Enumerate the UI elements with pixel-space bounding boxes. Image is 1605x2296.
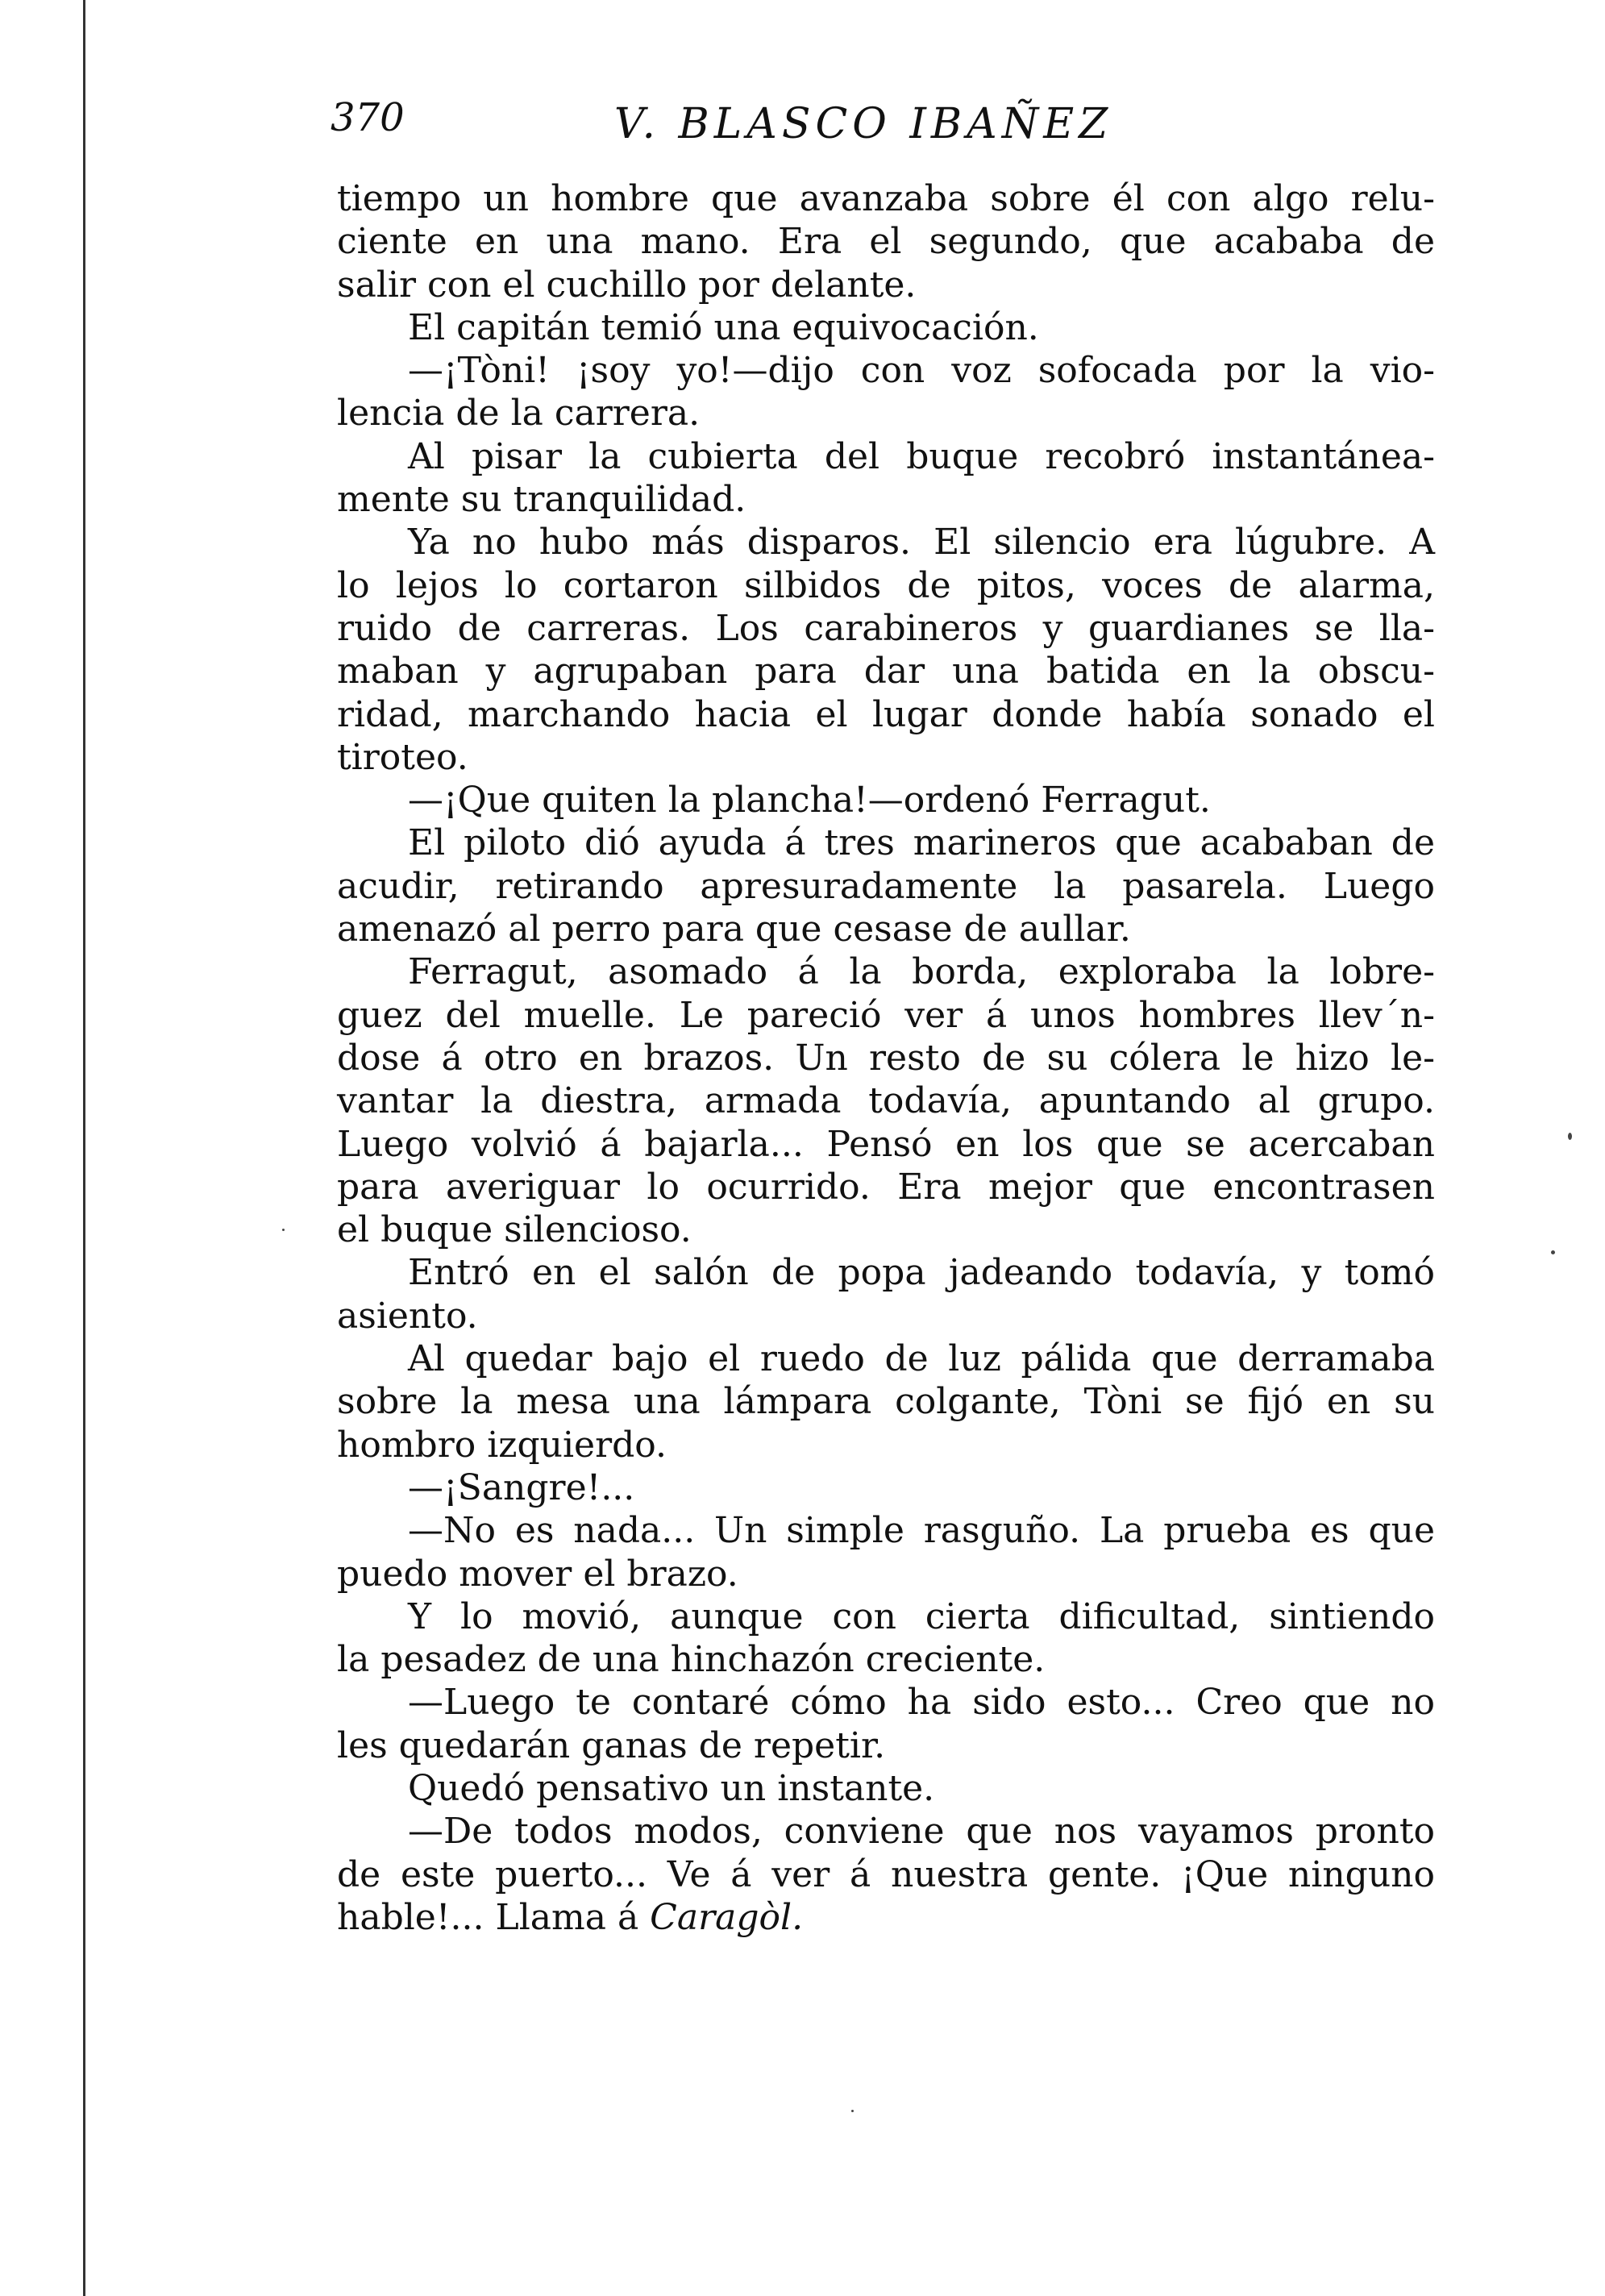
- text-line: —De todos modos, conviene que nos vayamos pronto: [408, 1811, 1435, 1853]
- text-line: el buque silencioso.: [337, 1209, 692, 1251]
- text-line: vantar la diestra, armada todavía, apuntando al grupo.: [337, 1080, 1435, 1122]
- text-line: —Luego te contaré cómo ha sido esto... Creo que no: [408, 1682, 1435, 1724]
- text-line: la pesadez de una hinchazón creciente.: [337, 1639, 1046, 1681]
- text-line: hombro izquierdo.: [337, 1424, 667, 1466]
- text-line: mente su tranquilidad.: [337, 479, 746, 521]
- text-line: lo lejos lo cortaron silbidos de pitos, voces de alarma,: [337, 564, 1435, 606]
- text-line: Al pisar la cubierta del buque recobró instantánea-: [408, 435, 1435, 477]
- running-head: V. BLASCO IBAÑEZ: [614, 100, 1113, 148]
- text-line: ruido de carreras. Los carabineros y guardianes se lla-: [337, 607, 1435, 649]
- text-line: amenazó al perro para que cesase de aullar.: [337, 909, 1131, 950]
- scan-speck: [1568, 1133, 1572, 1140]
- text-line: les quedarán ganas de repetir.: [337, 1724, 886, 1766]
- text-line: ridad, marchando hacia el lugar donde había sonado el: [337, 693, 1435, 735]
- text-line: El piloto dió ayuda á tres marineros que acababan de: [408, 822, 1435, 864]
- text-line: Ya no hubo más disparos. El silencio era lúgubre. A: [408, 522, 1435, 564]
- text-line: maban y agrupaban para dar una batida en la obscu-: [337, 651, 1435, 693]
- scan-speck: [1551, 1250, 1555, 1254]
- text-line: —¡Sangre!...: [408, 1466, 635, 1508]
- text-line: salir con el cuchillo por delante.: [337, 264, 917, 306]
- page-edge-rule: [83, 0, 85, 2296]
- text-line: tiroteo.: [337, 736, 468, 778]
- text-line: lencia de la carrera.: [337, 393, 701, 435]
- text-line: dose á otro en brazos. Un resto de su cólera le hizo le-: [337, 1037, 1435, 1079]
- body-text: [337, 177, 1435, 1939]
- text-line: El capitán temió una equivocación.: [408, 306, 1039, 348]
- text-segment: hable!... Llama á: [337, 1896, 651, 1938]
- text-line: —¡Tòni! ¡soy yo!—dijo con voz sofocada por la vio-: [408, 350, 1435, 392]
- text-line: —No es nada... Un simple rasguño. La prueba es que: [408, 1510, 1435, 1552]
- text-line: Y lo movió, aunque con cierta dificultad, sintiendo: [408, 1595, 1435, 1637]
- text-line: acudir, retirando apresuradamente la pasarela. Luego: [337, 865, 1435, 907]
- text-line: guez del muelle. Le pareció ver á unos hombres llev´n-: [337, 994, 1435, 1036]
- text-line: puedo mover el brazo.: [337, 1553, 738, 1595]
- text-line: sobre la mesa una lámpara colgante, Tòni se fijó en su: [337, 1381, 1435, 1423]
- text-line: Ferragut, asomado á la borda, exploraba la lobre-: [408, 951, 1435, 993]
- text-line-last: [337, 1896, 1435, 1939]
- scan-speck: [851, 2110, 854, 2112]
- text-line: tiempo un hombre que avanzaba sobre él con algo relu-: [337, 178, 1435, 219]
- scan-speck: [282, 1229, 285, 1231]
- text-line: Al quedar bajo el ruedo de luz pálida que derramaba: [408, 1338, 1435, 1380]
- text-line: de este puerto... Ve á ver á nuestra gente. ¡Que ninguno: [337, 1853, 1435, 1895]
- text-line: ciente en una mano. Era el segundo, que acababa de: [337, 221, 1435, 263]
- text-line: Entró en el salón de popa jadeando todavía, y tomó: [408, 1252, 1435, 1294]
- text-line: Luego volvió á bajarla... Pensó en los que se acercaban: [337, 1123, 1435, 1165]
- text-italic-name: Caragòl.: [650, 1896, 804, 1938]
- text-line: Quedó pensativo un instante.: [408, 1767, 935, 1809]
- text-line: —¡Que quiten la plancha!—ordenó Ferragut.: [408, 780, 1211, 821]
- text-line: asiento.: [337, 1295, 478, 1337]
- page-number: 370: [331, 95, 405, 140]
- text-line: para averiguar lo ocurrido. Era mejor que encontrasen: [337, 1166, 1435, 1208]
- page-header: [331, 95, 1459, 168]
